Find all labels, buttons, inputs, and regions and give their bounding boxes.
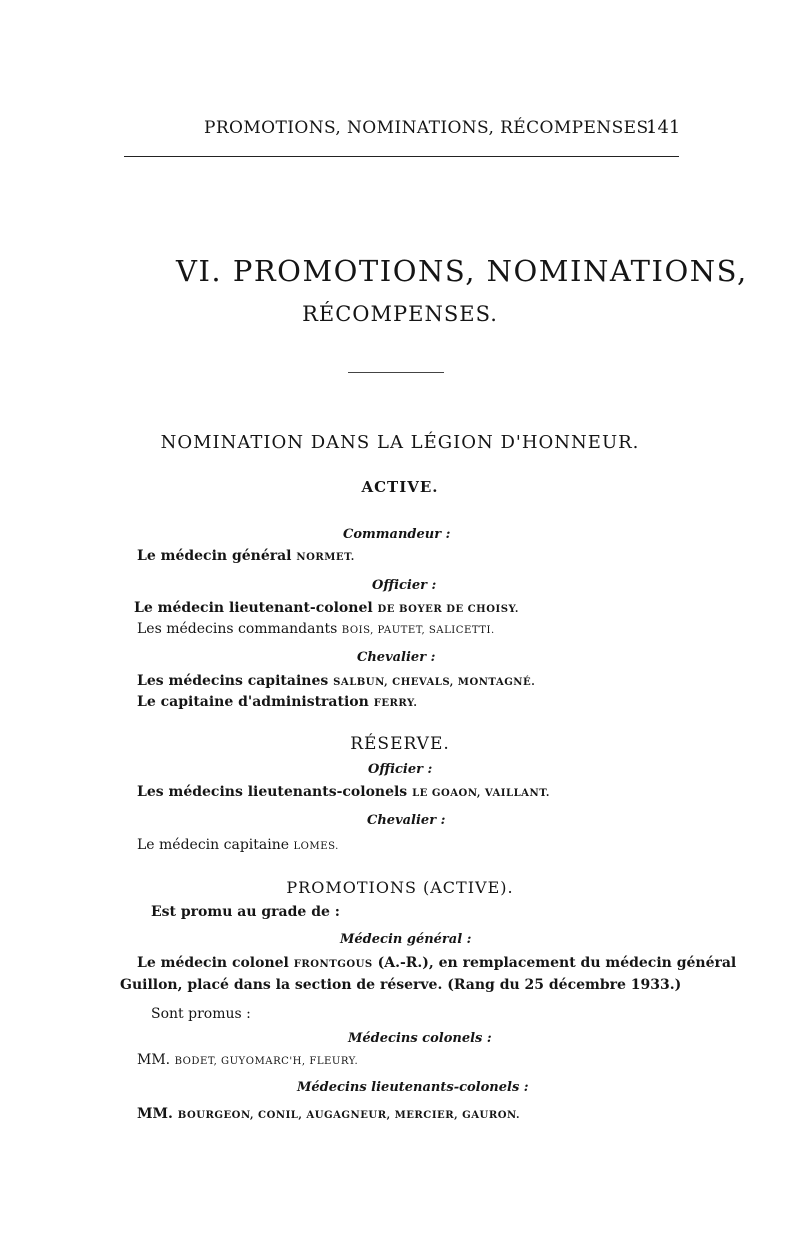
chapter-title-line2: RÉCOMPENSES.: [302, 302, 498, 326]
reserve-officier-text: Les médecins lieutenants-colonels: [137, 784, 413, 800]
section-heading-promotions: PROMOTIONS (ACTIVE).: [286, 878, 514, 897]
officier-line-2: [137, 621, 495, 637]
header-rule: [124, 156, 679, 157]
reserve-chevalier-name: LOMES.: [293, 841, 339, 852]
label-reserve-chevalier: Chevalier :: [367, 813, 446, 828]
chapter-title: VI. PROMOTIONS, NOMINATIONS,: [176, 254, 748, 288]
general-line-1-name: FRONTGOUS: [293, 959, 373, 970]
label-commandeur: Commandeur :: [343, 527, 451, 542]
general-line-2: Guillon, placé dans la section de réserve. (Rang du 25 décembre 1933.): [120, 977, 682, 993]
page-number: 141: [646, 117, 681, 138]
commandeur-name: NORMET.: [296, 552, 355, 563]
chevalier-line-2-name: FERRY.: [373, 698, 418, 709]
chevalier-line-1-names: SALBUN, CHEVALS, MONTAGNÉ.: [333, 677, 536, 688]
label-chevalier: Chevalier :: [357, 650, 436, 665]
colonels-line: [137, 1052, 358, 1068]
commandeur-text: Le médecin général: [137, 548, 297, 564]
subheading-active: ACTIVE.: [361, 478, 439, 496]
officier-line-2-text: Les médecins commandants: [137, 621, 342, 637]
officier-line-1-text: Le médecin lieutenant-colonel: [134, 600, 378, 616]
reserve-officier-names: LE GOAON, VAILLANT.: [412, 788, 550, 799]
section-heading-legion: NOMINATION DANS LA LÉGION D'HONNEUR.: [160, 432, 640, 453]
chevalier-line-2: [137, 694, 417, 710]
chevalier-line-2-text: Le capitaine d'administration: [137, 694, 374, 710]
label-officier: Officier :: [372, 578, 437, 593]
promotions-intro: Est promu au grade de :: [151, 904, 340, 920]
general-line-1-rest: (A.-R.), en remplacement du médecin général: [372, 955, 737, 971]
label-reserve-officier: Officier :: [368, 762, 433, 777]
reserve-officier-line: [137, 784, 550, 800]
general-line-1-text: Le médecin colonel: [137, 955, 294, 971]
lt-colonels-line-names: BOURGEON, CONIL, AUGAGNEUR, MERCIER, GAURON.: [177, 1110, 521, 1121]
chevalier-line-1: [137, 673, 535, 689]
lt-colonels-line: [137, 1106, 520, 1122]
officier-line-1: [134, 600, 519, 616]
colonels-line-names: BODET, GUYOMARC'H, FLEURY.: [174, 1056, 359, 1067]
lt-colonels-line-text: MM.: [137, 1106, 178, 1122]
general-line-1: [137, 955, 736, 971]
running-title: PROMOTIONS, NOMINATIONS, RÉCOMPENSES.: [204, 118, 654, 138]
subheading-reserve: RÉSERVE.: [350, 734, 450, 754]
officier-line-2-names: BOIS, PAUTET, SALICETTI.: [341, 625, 495, 636]
reserve-chevalier-text: Le médecin capitaine: [137, 837, 294, 853]
colonels-line-text: MM.: [137, 1052, 175, 1068]
reserve-chevalier-line: [137, 837, 339, 853]
title-divider: [348, 372, 444, 373]
officier-line-1-name: DE BOYER DE CHOISY.: [377, 604, 519, 615]
commandeur-line: [137, 548, 355, 564]
promus-line: Sont promus :: [151, 1006, 251, 1022]
label-medecins-colonels: Médecins colonels :: [348, 1031, 492, 1046]
label-medecin-general: Médecin général :: [340, 932, 472, 947]
chevalier-line-1-text: Les médecins capitaines: [137, 673, 334, 689]
label-lt-colonels: Médecins lieutenants-colonels :: [297, 1080, 529, 1095]
